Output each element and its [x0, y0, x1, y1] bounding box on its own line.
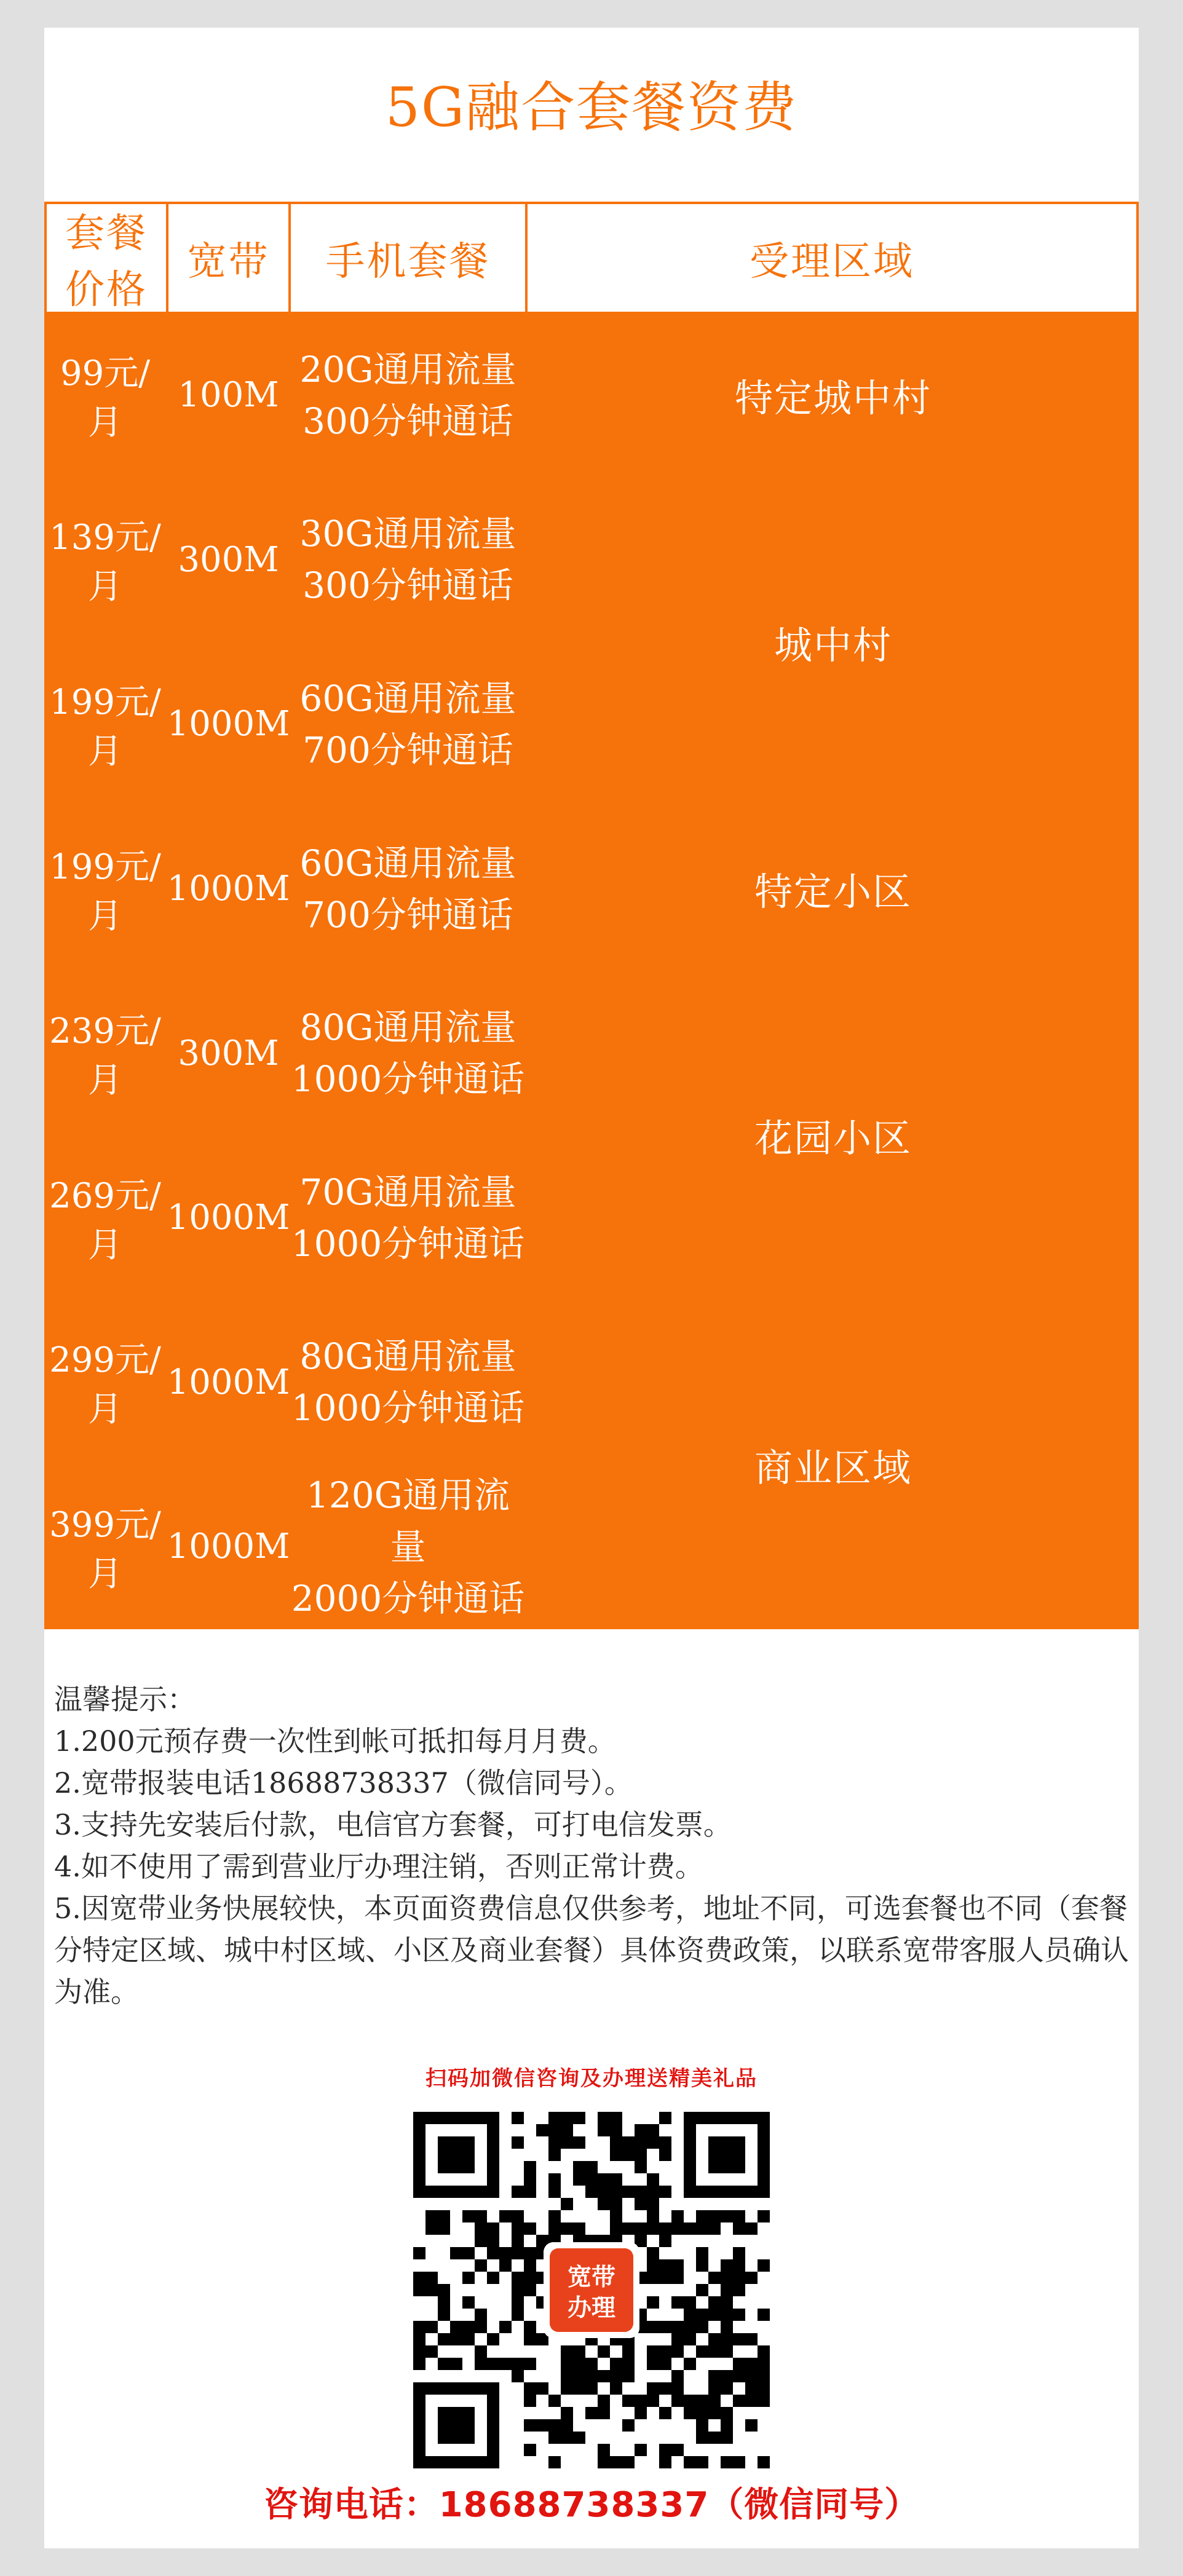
poster [44, 28, 1139, 2548]
price-cell [44, 479, 166, 641]
plan-voice: 300分钟通话 [303, 400, 513, 442]
price-value: 199元/月 [49, 682, 161, 772]
broadband-value: 300M [178, 1033, 279, 1073]
service-area-cell [528, 1302, 1139, 1628]
price-value: 199元/月 [49, 847, 161, 936]
service-area-label: 商业区域 [754, 1445, 912, 1490]
qr-badge-text-2: 办理 [567, 2294, 616, 2322]
service-area-cell [528, 479, 1139, 805]
price-value: 399元/月 [49, 1504, 161, 1594]
plan-data: 80G通用流量 [299, 1335, 516, 1378]
price-cell [44, 1302, 166, 1464]
note-item: 4.如不使用了需到营业厅办理注销，否则正常计费。 [54, 1850, 703, 1883]
broadband-cell [168, 1466, 288, 1628]
broadband-value: 1000M [167, 1198, 290, 1238]
notes-heading: 温馨提示： [54, 1683, 196, 1716]
price-cell [44, 314, 166, 476]
plan-data: 20G通用流量 [299, 348, 516, 390]
column-header-label: 套餐价格 [65, 210, 148, 313]
hotline[interactable]: 咨询电话：18688738337（微信同号） [263, 2485, 920, 2525]
price-value: 99元/月 [60, 353, 151, 443]
column-header-label: 宽带 [187, 239, 270, 285]
column-header [168, 204, 288, 312]
broadband-value: 300M [178, 539, 279, 580]
broadband-cell [168, 808, 288, 970]
column-header-label: 手机套餐 [325, 239, 491, 285]
mobile-plan-cell [291, 1302, 525, 1464]
note-item: 2.宽带报装电话18688738337（微信同号）。 [54, 1766, 633, 1800]
mobile-plan-cell [291, 479, 525, 641]
plan-voice: 700分钟通话 [303, 729, 513, 771]
price-value: 239元/月 [49, 1011, 161, 1101]
price-cell [44, 972, 166, 1134]
service-area-label: 花园小区 [754, 1116, 912, 1161]
plan-voice: 700分钟通话 [303, 893, 513, 936]
notes-section [54, 1678, 1136, 2013]
plan-data: 120G通用流量 [306, 1474, 510, 1568]
plan-data: 60G通用流量 [299, 842, 516, 884]
broadband-value: 1000M [167, 1362, 290, 1402]
plan-voice: 1000分钟通话 [291, 1222, 525, 1265]
plan-voice: 1000分钟通话 [291, 1058, 525, 1100]
broadband-cell [168, 643, 288, 805]
plan-data: 30G通用流量 [299, 513, 516, 555]
price-cell [44, 643, 166, 805]
mobile-plan-cell [291, 972, 525, 1134]
service-area-cell [528, 972, 1139, 1298]
plan-voice: 300分钟通话 [303, 564, 513, 607]
qr-caption: 扫码加微信咨询及办理送精美礼品 [425, 2066, 758, 2091]
broadband-value: 1000M [167, 704, 290, 745]
qr-badge-text-1: 宽带 [567, 2264, 616, 2291]
service-area-cell [528, 314, 1139, 476]
mobile-plan-cell [291, 1137, 525, 1299]
service-area-label: 特定城中村 [734, 376, 932, 421]
broadband-cell [168, 1302, 288, 1464]
broadband-value: 100M [178, 375, 279, 416]
service-area-label: 特定小区 [754, 869, 912, 915]
price-value: 269元/月 [49, 1175, 161, 1265]
page-title: 5G融合套餐资费 [385, 76, 798, 139]
broadband-cell [168, 972, 288, 1134]
price-cell [44, 1466, 166, 1628]
broadband-cell [168, 314, 288, 476]
price-cell [44, 808, 166, 970]
wechat-qr-code[interactable] [413, 2112, 770, 2468]
service-area-label: 城中村 [774, 622, 892, 668]
plan-voice: 2000分钟通话 [291, 1577, 525, 1619]
broadband-value: 1000M [167, 869, 290, 909]
mobile-plan-cell [291, 1466, 525, 1628]
plan-data: 60G通用流量 [299, 677, 516, 719]
mobile-plan-cell [291, 314, 525, 476]
column-header [291, 204, 525, 312]
column-header-label: 受理区域 [750, 239, 914, 285]
note-item: 3.支持先安装后付款，电信官方套餐，可打电信发票。 [54, 1808, 732, 1841]
note-item: 1.200元预存费一次性到帐可抵扣每月月费。 [54, 1725, 616, 1758]
plan-data: 80G通用流量 [299, 1006, 516, 1049]
service-area-cell [528, 808, 1139, 970]
note-item: 5.因宽带业务快展较快，本页面资费信息仅供参考，地址不同，可选套餐也不同（套餐分特定区域、城中村区域、小区及商业套餐）具体资费政策，以联系宽带客服人员确认为准。 [54, 1892, 1129, 2009]
price-cell [44, 1137, 166, 1299]
broadband-cell [168, 1137, 288, 1299]
plan-voice: 1000分钟通话 [291, 1387, 525, 1429]
tariff-table [44, 202, 1139, 1629]
price-value: 139元/月 [49, 518, 161, 607]
mobile-plan-cell [291, 643, 525, 805]
column-header [528, 204, 1136, 312]
broadband-value: 1000M [167, 1527, 290, 1567]
column-header [47, 204, 166, 312]
broadband-cell [168, 479, 288, 641]
plan-data: 70G通用流量 [299, 1171, 516, 1213]
mobile-plan-cell [291, 808, 525, 970]
price-value: 299元/月 [49, 1340, 161, 1430]
